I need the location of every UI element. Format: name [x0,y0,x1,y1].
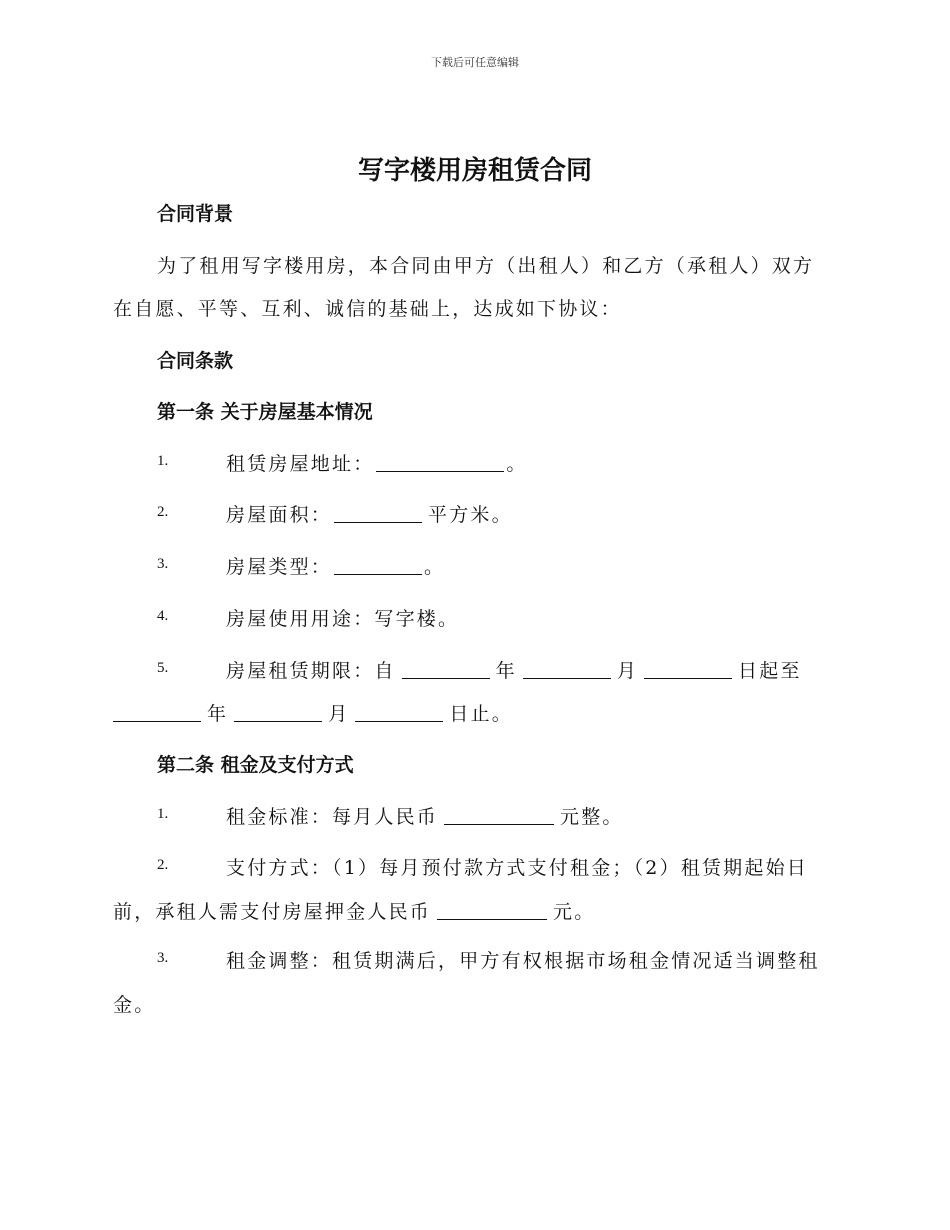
article-1-heading: 第一条 关于房屋基本情况 [157,401,373,423]
item-suffix: 元整。 [560,806,624,828]
article-1-item-4-number: 4. [157,608,169,624]
article-1-item-1 [226,449,528,476]
end-year-blank[interactable] [113,703,201,722]
item-suffix: 平方米。 [428,504,513,526]
article-2-item-1 [226,802,624,829]
type-blank[interactable] [334,556,422,575]
item-label: 房屋租赁期限：自 [226,660,396,682]
document-title: 写字楼用房租赁合同 [357,156,592,186]
article-1-item-5-number: 5. [157,660,169,676]
item-label: 租金标准：每月人民币 [226,806,439,828]
background-paragraph-line-2: 在自愿、平等、互利、诚信的基础上，达成如下协议： [113,298,622,320]
year-label: 年 [207,703,229,725]
background-paragraph-line-1: 为了租用写字楼用房，本合同由甲方（出租人）和乙方（承租人）双方 [157,255,815,277]
article-2-item-3-line-2: 金。 [113,994,156,1016]
article-2-item-3-line-1: 租金调整：租赁期满后，甲方有权根据市场租金情况适当调整租 [226,950,820,972]
article-1-item-4: 房屋使用用途：写字楼。 [226,608,460,630]
address-blank[interactable] [376,453,504,472]
start-day-blank[interactable] [644,660,732,679]
start-year-blank[interactable] [402,660,490,679]
month-label: 月 [616,660,639,682]
article-2-heading: 第二条 租金及支付方式 [157,754,354,776]
article-2-item-2-number: 2. [157,857,169,873]
area-blank[interactable] [334,504,422,523]
year-label: 年 [495,660,517,682]
day-from-label: 日起至 [738,660,802,682]
item-suffix: 。 [506,453,528,475]
deposit-amount-blank[interactable] [437,901,547,920]
article-1-item-3-number: 3. [157,556,169,572]
article-2-item-3-number: 3. [157,950,169,966]
item-label: 前，承租人需支付房屋押金人民币 [113,901,432,923]
item-suffix: 。 [424,556,446,578]
end-day-blank[interactable] [355,703,443,722]
end-month-blank[interactable] [234,703,322,722]
article-2-item-2-line-2 [113,897,595,924]
section-heading-background: 合同背景 [157,203,234,225]
article-1-item-2-number: 2. [157,504,169,520]
article-2-item-1-number: 1. [157,806,169,822]
item-label: 房屋面积： [226,504,333,526]
start-month-blank[interactable] [523,660,611,679]
header-note: 下载后可任意编辑 [431,56,519,69]
day-to-label: 日止。 [449,703,514,725]
article-1-item-5-line-2 [113,699,513,726]
article-1-item-1-number: 1. [157,453,169,469]
item-suffix: 元。 [553,901,596,923]
article-1-item-5-line-1 [226,656,802,683]
article-1-item-3 [226,552,445,579]
rent-amount-blank[interactable] [444,806,554,825]
item-label: 租赁房屋地址： [226,453,375,475]
article-2-item-2-line-1: 支付方式：（1）每月预付款方式支付租金；（2）租赁期起始日 [226,857,808,879]
article-1-item-2 [226,500,513,527]
item-label: 房屋类型： [226,556,333,578]
month-label: 月 [328,703,350,725]
section-heading-terms: 合同条款 [157,350,234,372]
